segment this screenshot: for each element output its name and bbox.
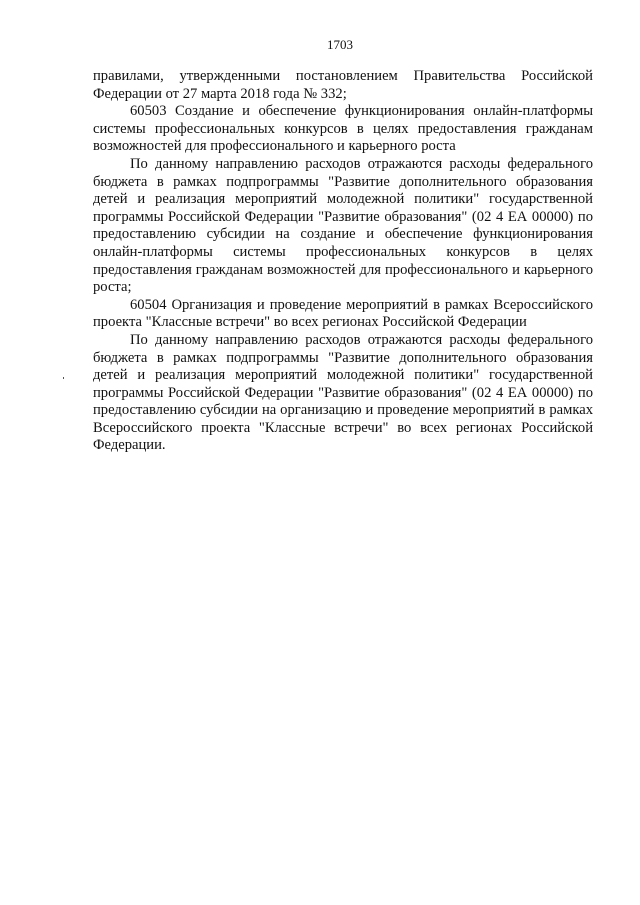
paragraph-60503-description: По данному направлению расходов отражаются расходы федерального бюджета в рамках подпрограммы "Развитие дополнительного образования детей и реализация мероприятий молодежной политики" государственной программы Российской Федерации "Развитие образования" (02 4 ЕА 00000) по предоставлению субсидии на создание и обеспечение функционирования онлайн-платформы системы профессиональных конкурсов в целях предоставления гражданам возможностей для профессионального и карьерного роста; — [93, 155, 593, 296]
paragraph-60504-description: По данному направлению расходов отражаются расходы федерального бюджета в рамках подпрограммы "Развитие дополнительного образования детей и реализация мероприятий молодежной политики" государственной программы Российской Федерации "Развитие образования" (02 4 ЕА 00000) по предоставлению субсидии на организацию и проведение мероприятий в рамках Всероссийского проекта "Классные встречи" во всех регионах Российской Федерации. — [93, 331, 593, 454]
document-body — [93, 68, 593, 455]
scan-speck — [63, 377, 64, 379]
paragraph-continuation: правилами, утвержденными постановлением Правительства Российской Федерации от 27 марта 2018 года № 332; — [93, 68, 593, 102]
paragraph-60504-heading: 60504 Организация и проведение мероприятий в рамках Всероссийского проекта "Классные встречи" во всех регионах Российской Федерации — [93, 296, 593, 331]
page-number: 1703 — [327, 37, 353, 52]
paragraph-60503-heading: 60503 Создание и обеспечение функционирования онлайн-платформы системы профессиональных конкурсов в целях предоставления гражданам возможностей для профессионального и карьерного роста — [93, 103, 593, 155]
